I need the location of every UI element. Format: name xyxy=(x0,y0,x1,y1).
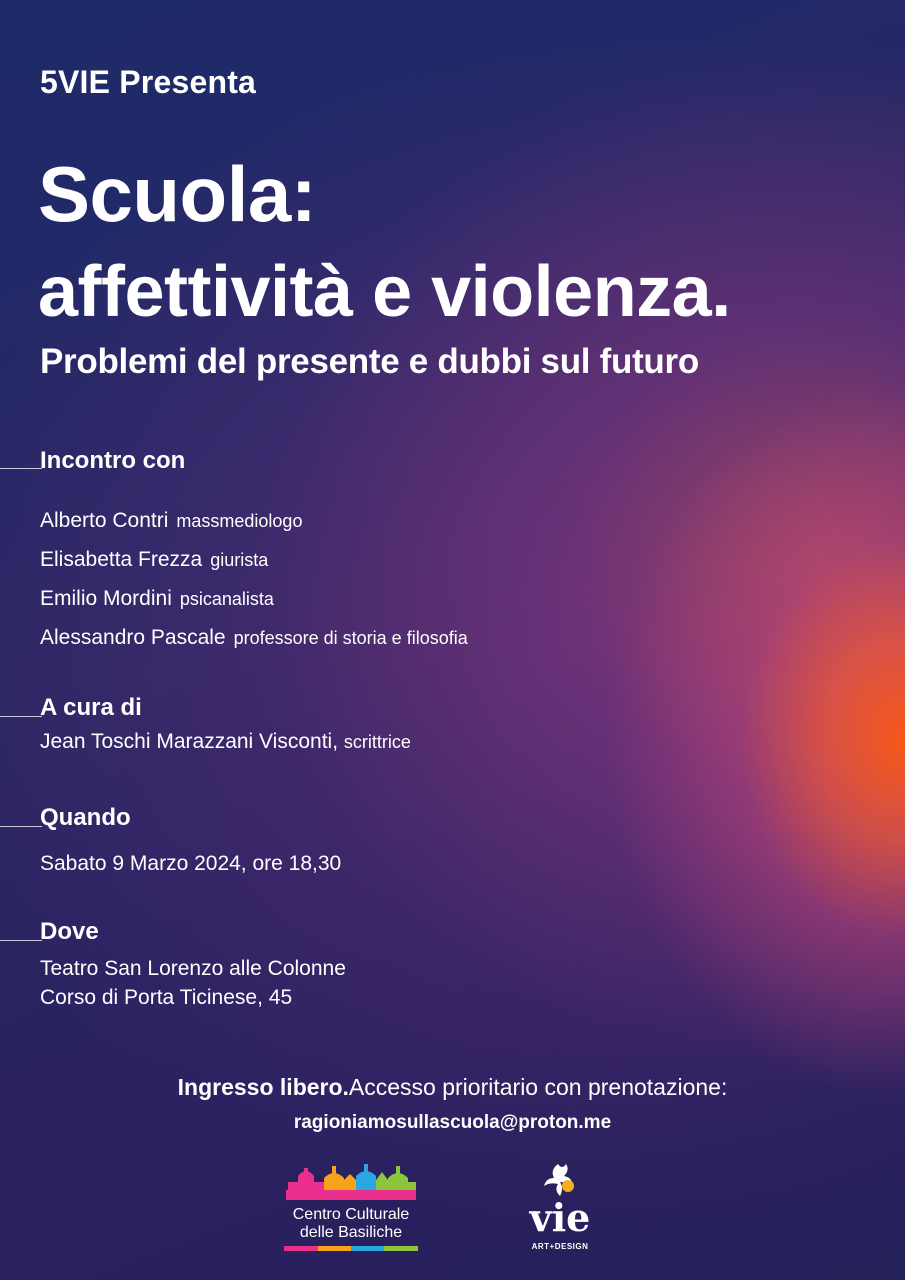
speaker-name: Alessandro Pascale xyxy=(40,626,226,649)
vie-wordmark: vie xyxy=(529,1195,591,1240)
centro-culturale-logo xyxy=(284,1160,418,1256)
speaker-item xyxy=(40,587,274,611)
section-heading-dove: Dove xyxy=(40,918,99,945)
section-rule xyxy=(0,468,42,469)
vie-tagline: ART+DESIGN xyxy=(531,1242,589,1251)
vie-logo xyxy=(520,1160,600,1256)
venue-address: Corso di Porta Ticinese, 45 xyxy=(40,986,293,1009)
title-line-1: Scuola: xyxy=(38,150,317,238)
speaker-item xyxy=(40,509,302,533)
section-heading-incontro: Incontro con xyxy=(40,447,186,474)
booking-email[interactable]: ragioniamosullascuola@proton.me xyxy=(293,1112,612,1133)
speaker-name: Elisabetta Frezza xyxy=(40,548,203,571)
speaker-item xyxy=(40,548,268,572)
speaker-item xyxy=(40,626,468,650)
section-rule xyxy=(0,716,42,717)
section-rule xyxy=(0,826,42,827)
section-rule xyxy=(0,940,42,941)
event-date: Sabato 9 Marzo 2024, ore 18,30 xyxy=(40,852,342,875)
vie-emblem-icon xyxy=(520,1160,600,1200)
venue-name: Teatro San Lorenzo alle Colonne xyxy=(40,957,346,980)
free-entry-label: Ingresso libero. xyxy=(177,1074,349,1100)
curator-line xyxy=(40,730,411,754)
speaker-role: giurista xyxy=(210,550,269,570)
curator-name: Jean Toschi Marazzani Visconti, xyxy=(40,730,339,753)
speaker-role: psicanalista xyxy=(179,589,274,609)
logo-text-line-1: Centro Culturale xyxy=(292,1206,410,1223)
presenter-label: 5VIE Presenta xyxy=(40,64,257,100)
speaker-role: professore di storia e filosofia xyxy=(233,628,468,648)
subtitle: Problemi del presente e dubbi sul futuro xyxy=(40,342,699,381)
curator-role: scrittrice xyxy=(343,732,411,752)
logo-text-line-2: delle Basiliche xyxy=(299,1224,403,1241)
speaker-name: Alberto Contri xyxy=(40,509,169,532)
section-heading-quando: Quando xyxy=(40,804,131,831)
speaker-name: Emilio Mordini xyxy=(40,587,172,610)
speaker-role: massmediologo xyxy=(176,511,303,531)
entry-info xyxy=(0,1074,905,1101)
logo-color-bar xyxy=(284,1246,418,1252)
title-line-2: affettività e violenza. xyxy=(38,252,731,332)
section-heading-curatore: A cura di xyxy=(40,694,142,721)
basilica-skyline-icon xyxy=(284,1160,418,1204)
priority-access-label: Accesso prioritario con prenotazione: xyxy=(348,1074,728,1100)
